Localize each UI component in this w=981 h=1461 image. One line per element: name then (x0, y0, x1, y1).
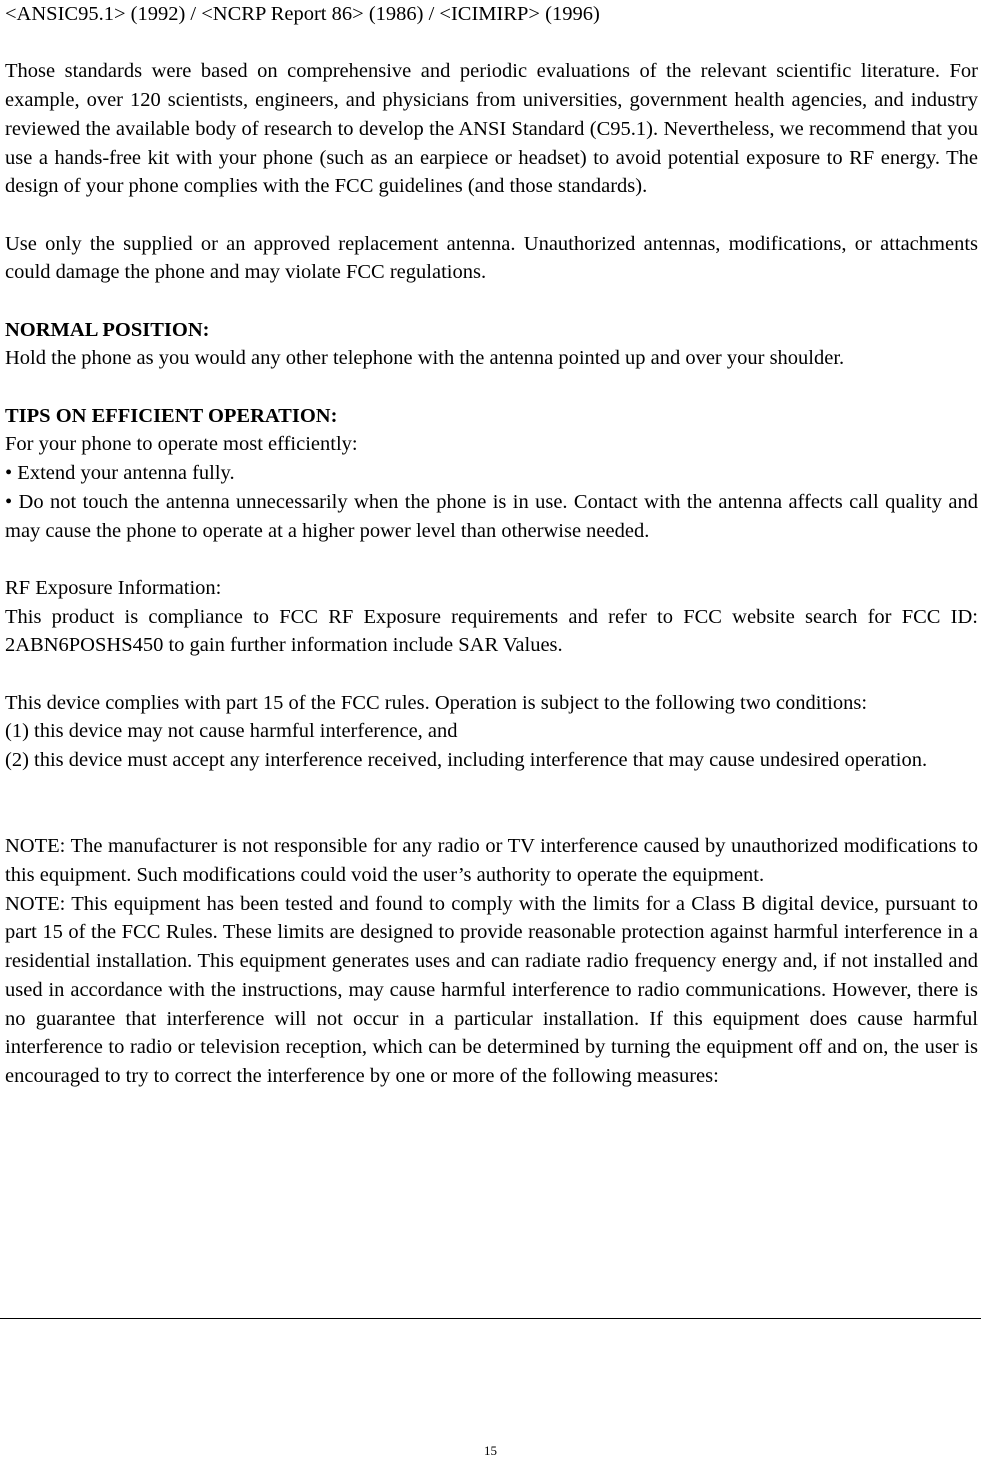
spacer (5, 775, 978, 832)
normal-position-heading: NORMAL POSITION: (5, 318, 210, 341)
tips-intro: For your phone to operate most efficiently: (5, 433, 358, 456)
footer-divider (0, 1318, 981, 1319)
spacer (5, 29, 978, 58)
page-number: 15 (484, 1443, 497, 1458)
standards-paragraph: Those standards were based on comprehensive and periodic evaluations of the relevant scientific literature. For example, over 120 scientists, engineers, and physicians from universities, government health agencies, and industry reviewed the available body of research to develop the ANSI Standard (C95.1). Nevertheless, we recommend that you use a hands-free kit with your phone (such as an earpiece or headset) to avoid potential exposure to RF energy. The design of your phone complies with the FCC guidelines (and those standards). (5, 60, 978, 198)
normal-position-text: Hold the phone as you would any other telephone with the antenna pointed up and over your shoulder. (5, 347, 845, 370)
tips-bullet-1: • Extend your antenna fully. (5, 462, 235, 485)
tips-heading: TIPS ON EFFICIENT OPERATION: (5, 404, 338, 427)
spacer (5, 201, 978, 230)
rf-exposure-heading: RF Exposure Information: (5, 576, 222, 599)
part15-condition-1: (1) this device may not cause harmful interference, and (5, 720, 458, 743)
spacer (5, 287, 978, 316)
antenna-paragraph: Use only the supplied or an approved replacement antenna. Unauthorized antennas, modifications, or attachments could damage the phone and may violate FCC regulations. (5, 232, 978, 284)
standards-line: <ANSIC95.1> (1992) / <NCRP Report 86> (1986) / <ICIMIRP> (1996) (5, 3, 600, 25)
spacer (5, 373, 978, 402)
rf-exposure-text: This product is compliance to FCC RF Exposure requirements and refer to FCC website search for FCC ID: 2ABN6POSHS450 to gain further information include SAR Values. (5, 605, 978, 657)
note-manufacturer: NOTE: The manufacturer is not responsible for any radio or TV interference caused by unauthorized modifications to this equipment. Such modifications could void the user’s authority to operate the equipment. (5, 835, 978, 886)
tips-bullet-2: • Do not touch the antenna unnecessarily when the phone is in use. Contact with the antenna affects call quality and may cause the phone to operate at a higher power level than otherwise needed. (5, 490, 978, 542)
spacer (5, 545, 978, 574)
spacer (5, 660, 978, 689)
part15-condition-2: (2) this device must accept any interference received, including interference that may cause undesired operation. (5, 749, 928, 772)
part15-intro: This device complies with part 15 of the FCC rules. Operation is subject to the following two conditions: (5, 691, 868, 714)
note-class-b: NOTE: This equipment has been tested and found to comply with the limits for a Class B digital device, pursuant to part 15 of the FCC Rules. These limits are designed to provide reasonable protection against harmful interference in a residential installation. This equipment generates uses and can radiate radio frequency energy and, if not installed and used in accordance with the instructions, may cause harmful interference to radio communications. However, there is no guarantee that interference will not occur in a particular installation. If this equipment does cause harmful interference to radio or television reception, which can be determined by turning the equipment off and on, the user is encouraged to try to correct the interference by one or more of the following measures: (5, 892, 978, 1087)
document-body (5, 0, 978, 1091)
